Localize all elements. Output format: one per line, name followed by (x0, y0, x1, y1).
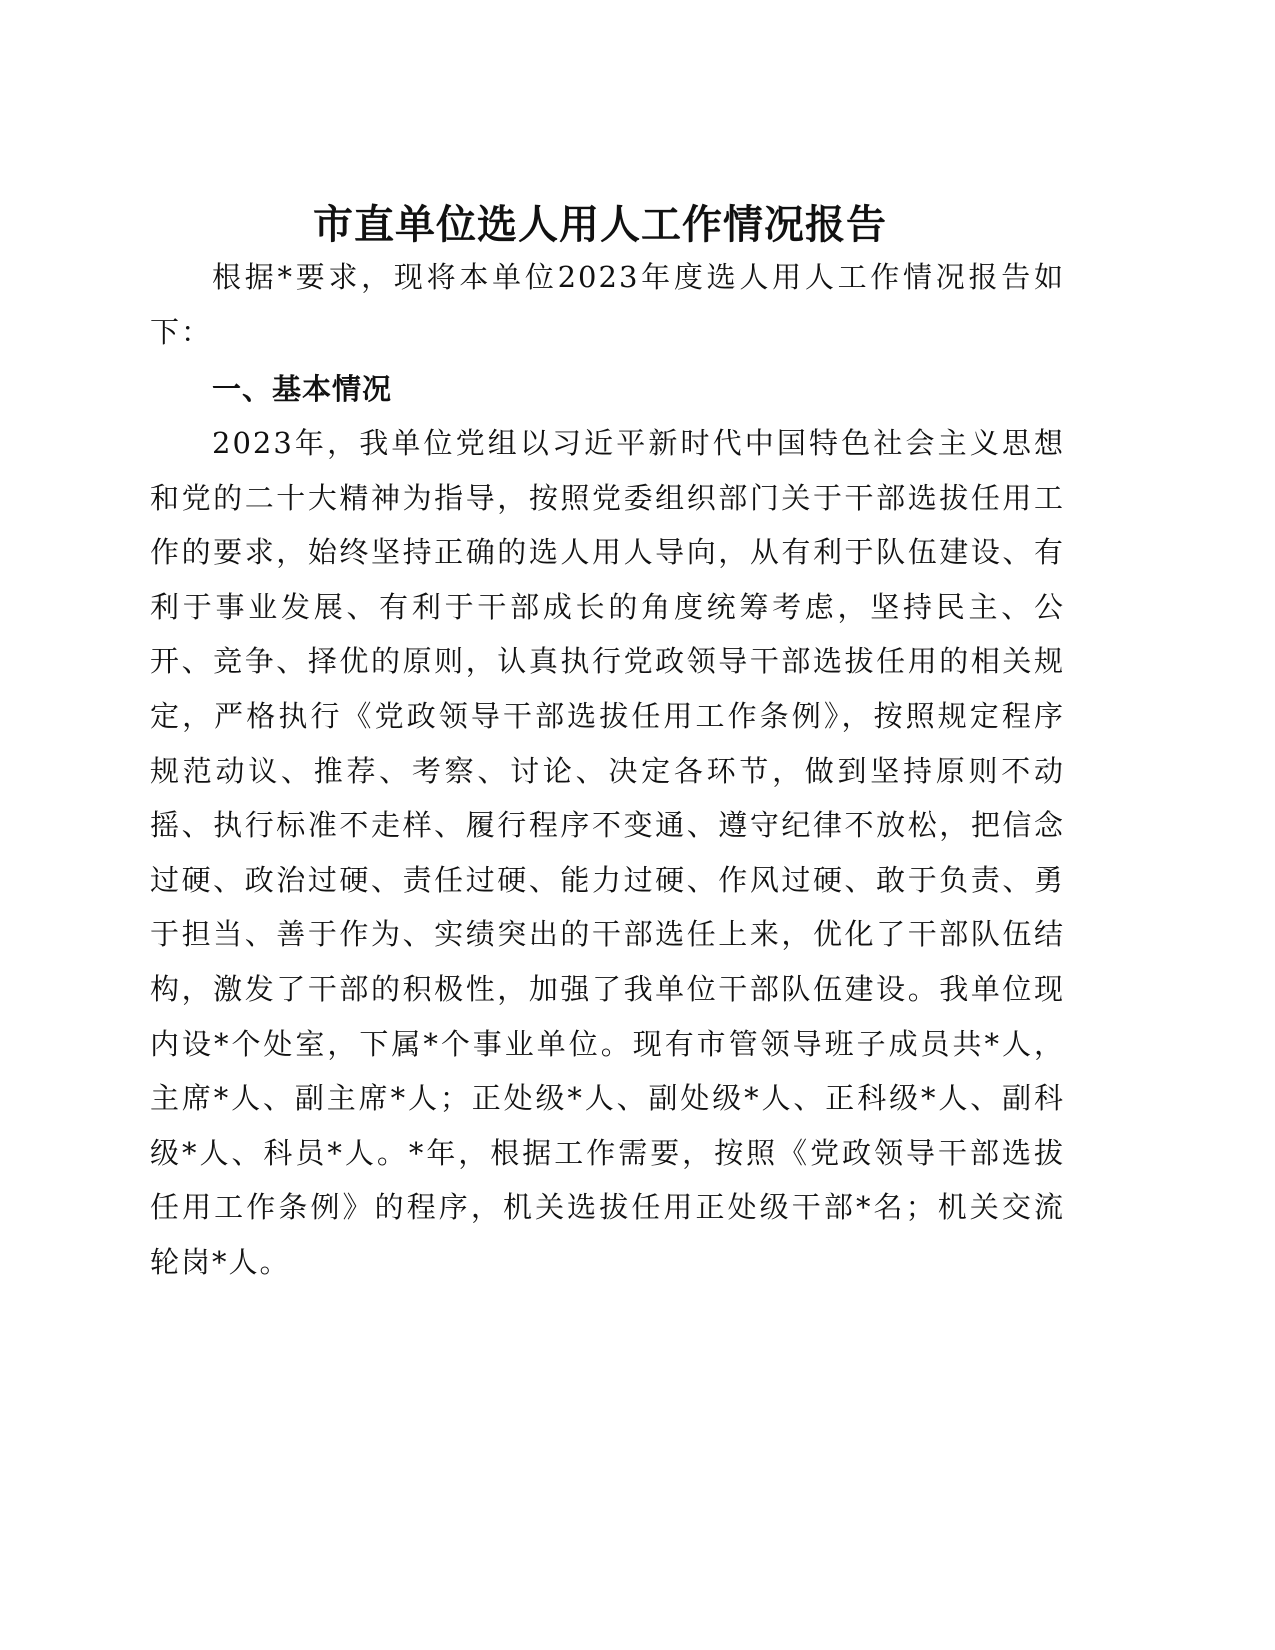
document-title: 市直单位选人用人工作情况报告 (313, 200, 887, 248)
intro-paragraph: 根据*要求，现将本单位2023年度选人用人工作情况报告如下： (150, 260, 1065, 349)
section-body-paragraph: 2023年，我单位党组以习近平新时代中国特色社会主义思想和党的二十大精神为指导，按照党委组织部门关于干部选拔任用工作的要求，始终坚持正确的选人用人导向，从有利于队伍建设、有利于事业发展、有利于干部成长的角度统筹考虑，坚持民主、公开、竞争、择优的原则，认真执行党政领导干部选拔任用的相关规定，严格执行《党政领导干部选拔任用工作条例》，按照规定程序规范动议、推荐、考察、讨论、决定各环节，做到坚持原则不动摇、执行标准不走样、履行程序不变通、遵守纪律不放松，把信念过硬、政治过硬、责任过硬、能力过硬、作风过硬、敢于负责、勇于担当、善于作为、实绩突出的干部选任上来，优化了干部队伍结构，激发了干部的积极性，加强了我单位干部队伍建设。我单位现内设*个处室，下属*个事业单位。现有市管领导班子成员共*人，主席*人、副主席*人；正处级*人、副处级*人、正科级*人、副科级*人、科员*人。*年，根据工作需要，按照《党政领导干部选拔任用工作条例》的程序，机关选拔任用正处级干部*名；机关交流轮岗*人。 (150, 426, 1065, 1279)
section-heading-basic-situation: 一、基本情况 (212, 372, 393, 406)
